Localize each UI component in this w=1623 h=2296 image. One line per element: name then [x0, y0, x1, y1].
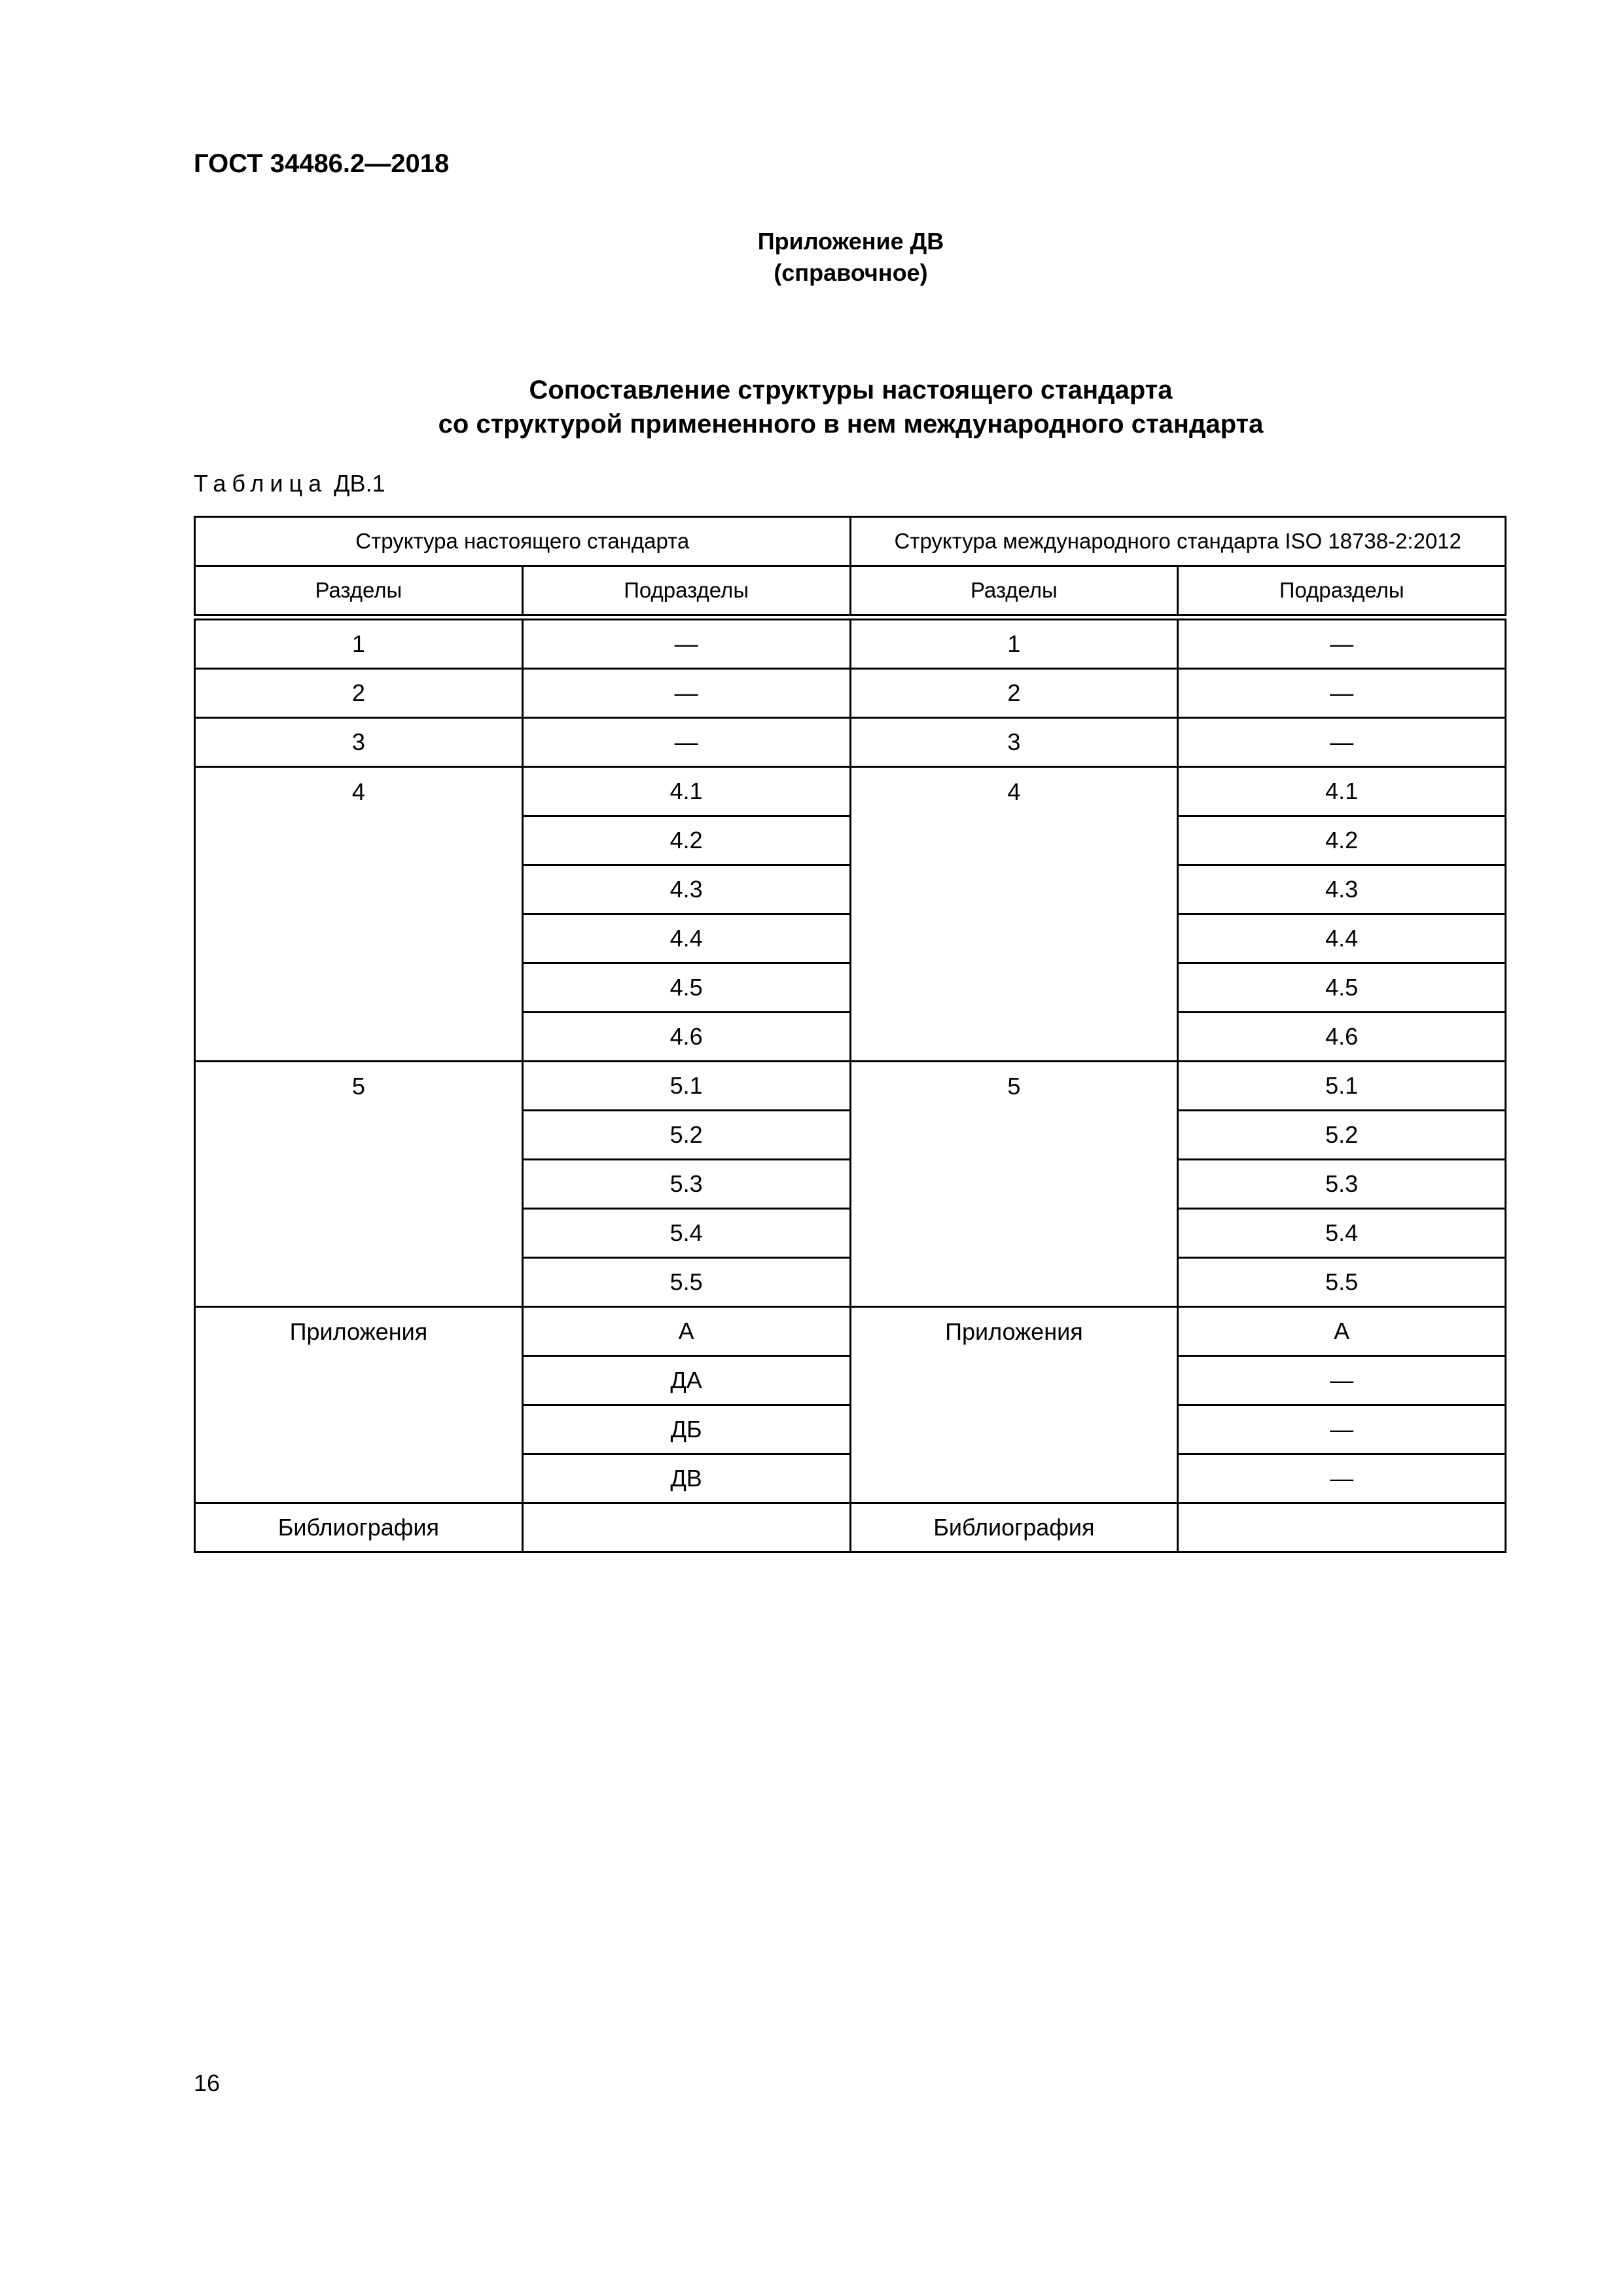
table-cell: — — [1178, 718, 1506, 767]
table-cell: 5.5 — [522, 1258, 850, 1307]
table-cell: 2 — [195, 669, 523, 718]
subheader-row — [195, 566, 1506, 618]
table-cell: 4.3 — [522, 865, 850, 914]
table-cell: — — [522, 617, 850, 669]
page-number: 16 — [194, 2070, 221, 2096]
table-caption-prefix: Таблица — [194, 470, 328, 497]
table-caption-id: ДВ.1 — [334, 470, 385, 497]
table-cell: А — [1178, 1307, 1506, 1356]
section-title-line-1: Сопоставление структуры настоящего стандарта — [529, 376, 1173, 404]
table-cell: А — [522, 1307, 850, 1356]
table-cell: 5.5 — [1178, 1258, 1506, 1307]
table-cell: 4.2 — [522, 816, 850, 865]
table-cell: 4.5 — [1178, 963, 1506, 1013]
table-cell: 2 — [850, 669, 1178, 718]
table-cell: ДА — [522, 1356, 850, 1405]
group-header-national: Структура настоящего стандарта — [195, 517, 851, 566]
table-cell: ДБ — [522, 1405, 850, 1454]
table-cell: 4.1 — [1178, 767, 1506, 816]
table-row — [195, 767, 1506, 816]
table-cell — [1178, 1503, 1506, 1552]
column-header: Разделы — [850, 566, 1178, 618]
section-cell: 5 — [850, 1062, 1178, 1307]
table-row — [195, 718, 1506, 767]
table-cell: 5.2 — [1178, 1111, 1506, 1160]
column-header: Подразделы — [1178, 566, 1506, 618]
table-row — [195, 1307, 1506, 1356]
table-cell: 5.3 — [522, 1160, 850, 1209]
section-title-line-2: со структурой примененного в нем международного стандарта — [438, 410, 1264, 439]
section-cell: Приложения — [850, 1307, 1178, 1503]
section-cell: Приложения — [195, 1307, 523, 1503]
table-cell — [522, 1503, 850, 1552]
table-cell: — — [1178, 669, 1506, 718]
table-row — [195, 669, 1506, 718]
appendix-heading — [0, 226, 1623, 289]
table-cell: 4.4 — [1178, 914, 1506, 963]
appendix-title: Приложение ДВ — [757, 228, 944, 255]
table-cell: — — [1178, 1356, 1506, 1405]
table-cell: — — [1178, 617, 1506, 669]
table-cell: 5.2 — [522, 1111, 850, 1160]
table-cell: — — [522, 718, 850, 767]
table-cell: Библиография — [195, 1503, 523, 1552]
table-row — [195, 1062, 1506, 1111]
table-cell: 1 — [195, 617, 523, 669]
table-row — [195, 1503, 1506, 1552]
table-caption — [194, 470, 385, 497]
table-cell: 4.4 — [522, 914, 850, 963]
table-cell: — — [1178, 1454, 1506, 1503]
table-cell: 4.6 — [1178, 1013, 1506, 1062]
table-row — [195, 617, 1506, 669]
table-cell: 4.1 — [522, 767, 850, 816]
table-cell: Библиография — [850, 1503, 1178, 1552]
table-cell: 5.3 — [1178, 1160, 1506, 1209]
table-cell: 5.4 — [522, 1209, 850, 1258]
group-header-international: Структура международного стандарта ISO 18738-2:2012 — [850, 517, 1506, 566]
section-title — [0, 373, 1623, 441]
structure-comparison-table — [194, 516, 1507, 1553]
table-cell: 4.6 — [522, 1013, 850, 1062]
table-cell: ДВ — [522, 1454, 850, 1503]
table-cell: 5.1 — [522, 1062, 850, 1111]
appendix-type: (справочное) — [774, 259, 928, 286]
document-header: ГОСТ 34486.2—2018 — [194, 149, 450, 178]
table-body — [195, 617, 1506, 1552]
table-cell: 5.4 — [1178, 1209, 1506, 1258]
table-cell: 4.3 — [1178, 865, 1506, 914]
table-cell: 4.2 — [1178, 816, 1506, 865]
table-cell: 5.1 — [1178, 1062, 1506, 1111]
table-cell: — — [1178, 1405, 1506, 1454]
column-header: Разделы — [195, 566, 523, 618]
section-cell: 4 — [195, 767, 523, 1062]
section-cell: 4 — [850, 767, 1178, 1062]
table-cell: 3 — [850, 718, 1178, 767]
table-cell: 1 — [850, 617, 1178, 669]
table-cell: 3 — [195, 718, 523, 767]
table-cell: 4.5 — [522, 963, 850, 1013]
section-cell: 5 — [195, 1062, 523, 1307]
column-header: Подразделы — [522, 566, 850, 618]
table-cell: — — [522, 669, 850, 718]
